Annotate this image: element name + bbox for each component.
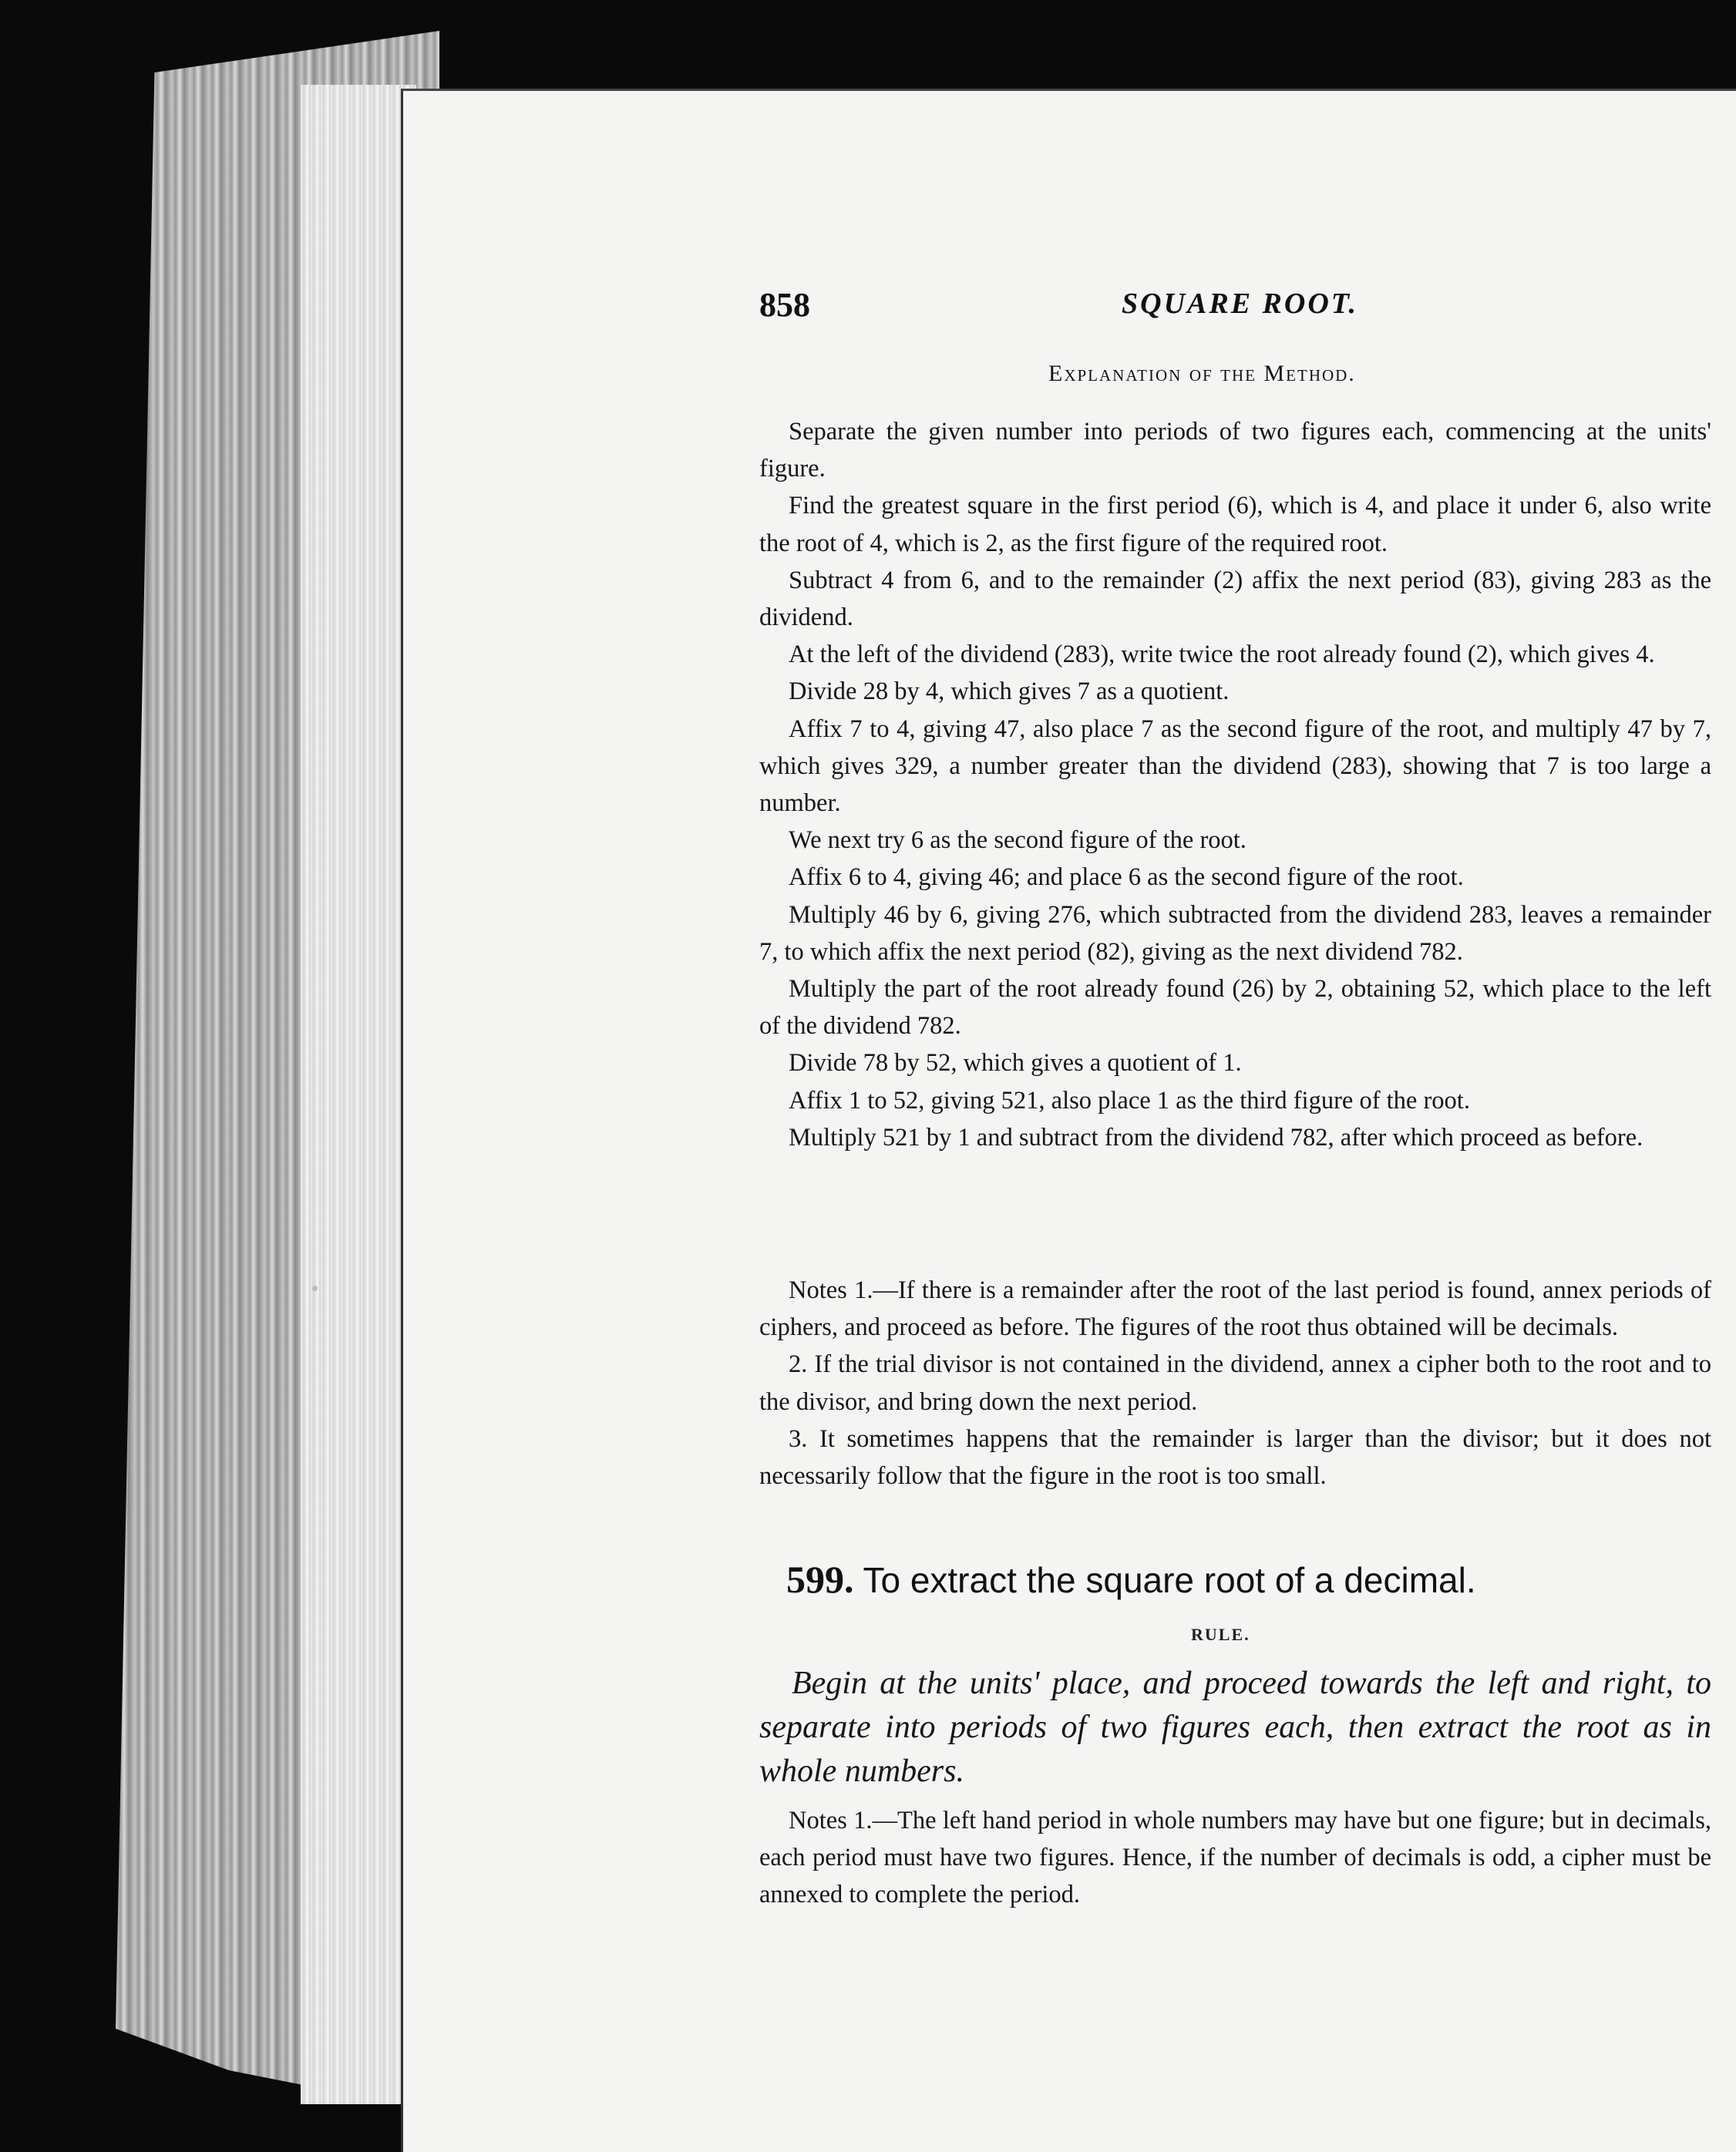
paragraph: We next try 6 as the second figure of the root. bbox=[789, 826, 1246, 855]
note: Notes 1.—If there is a remainder after the root of the last period is found, annex periods of ciphers, and proceed as before. The figures of the root thus obtained will be decimals. bbox=[759, 1276, 1711, 1342]
paragraph: Subtract 4 from 6, and to the remainder (2) affix the next period (83), giving 283 as the dividend. bbox=[759, 566, 1711, 632]
note: 3. It sometimes happens that the remainder is larger than the divisor; but it does not necessarily follow that the figure in the root is too small. bbox=[759, 1424, 1711, 1491]
paragraph: Divide 78 by 52, which gives a quotient of 1. bbox=[789, 1049, 1242, 1078]
paragraph: Separate the given number into periods of two figures each, commencing at the units' figure. bbox=[759, 418, 1711, 483]
explanation-body bbox=[759, 413, 1711, 1156]
scan-speck bbox=[312, 1286, 318, 1291]
book-page-edges-inner bbox=[301, 85, 416, 2104]
notes-decimal: Notes 1.—The left hand period in whole numbers may have but one figure; but in decimals, each period must have two figures. Hence, if the number of decimals is odd, a cipher must be annexed to complete the period. bbox=[759, 1807, 1711, 1908]
paragraph: At the left of the dividend (283), write twice the root already found (2), which gives 4. bbox=[789, 641, 1655, 669]
rule-label: RULE. bbox=[1191, 1625, 1250, 1644]
paragraph: Multiply 46 by 6, giving 276, which subtracted from the dividend 283, leaves a remainder 7, to which affix the next period (82), giving as the next dividend 782. bbox=[759, 900, 1711, 966]
notes-block bbox=[759, 1272, 1711, 1495]
paragraph: Multiply the part of the root already found (26) by 2, obtaining 52, which place to the left of the dividend 782. bbox=[759, 975, 1711, 1041]
paragraph: Divide 28 by 4, which gives 7 as a quotient. bbox=[789, 678, 1230, 706]
paragraph: Affix 6 to 4, giving 46; and place 6 as the second figure of the root. bbox=[789, 863, 1464, 892]
rule-text: Begin at the units' place, and proceed towards the left and right, to separate into periods of two figures each, then extract the root as in whole numbers. bbox=[759, 1666, 1711, 1789]
running-head: SQUARE ROOT. bbox=[1122, 287, 1359, 320]
paragraph: Affix 7 to 4, giving 47, also place 7 as the second figure of the root, and multiply 47 by 7, which gives 329, a number greater than the dividend (283), showing that 7 is too large a number. bbox=[759, 715, 1711, 818]
article-heading bbox=[786, 1557, 1476, 1602]
article-title: To extract the square root of a decimal. bbox=[863, 1560, 1476, 1600]
paragraph: Multiply 521 by 1 and subtract from the dividend 782, after which proceed as before. bbox=[789, 1123, 1643, 1152]
section-title: Explanation of the Method. bbox=[1048, 361, 1356, 386]
paragraph: Find the greatest square in the first period (6), which is 4, and place it under 6, also write the root of 4, which is 2, as the first figure of the required root. bbox=[759, 492, 1711, 557]
note: 2. If the trial divisor is not contained in the dividend, annex a cipher both to the root and to the divisor, and bring down the next period. bbox=[759, 1350, 1711, 1416]
paragraph: Affix 1 to 52, giving 521, also place 1 as the third figure of the root. bbox=[789, 1086, 1470, 1115]
page-number: 858 bbox=[759, 286, 810, 324]
article-number: 599. bbox=[786, 1558, 854, 1601]
